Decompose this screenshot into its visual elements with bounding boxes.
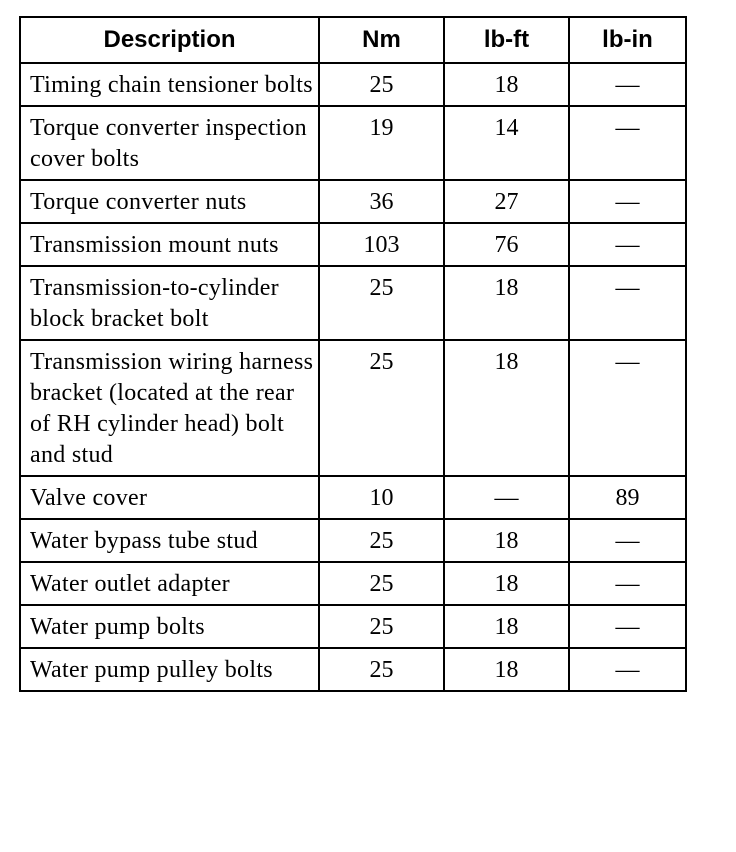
table-row: [20, 340, 686, 476]
row-lb-ft: 18: [444, 340, 569, 476]
torque-spec-table: [19, 16, 687, 692]
table-row: [20, 63, 686, 106]
table-row: [20, 519, 686, 562]
row-description: Transmission-to-cylinder block bracket bolt: [20, 266, 319, 340]
row-description: Timing chain tensioner bolts: [20, 63, 319, 106]
row-description: Water outlet adapter: [20, 562, 319, 605]
row-lb-ft: 18: [444, 519, 569, 562]
row-lb-in: —: [569, 562, 686, 605]
table-row: [20, 266, 686, 340]
row-lb-ft: 18: [444, 648, 569, 691]
row-lb-ft: 14: [444, 106, 569, 180]
row-lb-in: —: [569, 63, 686, 106]
row-description: Water pump bolts: [20, 605, 319, 648]
table-header-row: [20, 17, 686, 63]
row-lb-in: —: [569, 519, 686, 562]
row-lb-in: —: [569, 266, 686, 340]
row-lb-ft: 76: [444, 223, 569, 266]
row-lb-ft: 27: [444, 180, 569, 223]
row-nm: 25: [319, 340, 444, 476]
row-nm: 36: [319, 180, 444, 223]
row-nm: 25: [319, 605, 444, 648]
table-row: [20, 180, 686, 223]
row-nm: 10: [319, 476, 444, 519]
row-lb-in: —: [569, 648, 686, 691]
table-row: [20, 106, 686, 180]
header-lb-ft: lb-ft: [444, 17, 569, 63]
row-description: Valve cover: [20, 476, 319, 519]
row-nm: 25: [319, 266, 444, 340]
row-description: Water pump pulley bolts: [20, 648, 319, 691]
row-description: Torque converter nuts: [20, 180, 319, 223]
table-row: [20, 223, 686, 266]
row-nm: 19: [319, 106, 444, 180]
row-nm: 25: [319, 519, 444, 562]
table-row: [20, 562, 686, 605]
row-lb-ft: 18: [444, 605, 569, 648]
header-description: Description: [20, 17, 319, 63]
row-description: Torque converter inspection cover bolts: [20, 106, 319, 180]
row-lb-ft: 18: [444, 63, 569, 106]
table-row: [20, 648, 686, 691]
table-row: [20, 476, 686, 519]
row-nm: 103: [319, 223, 444, 266]
row-nm: 25: [319, 648, 444, 691]
row-description: Transmission wiring harness bracket (located at the rear of RH cylinder head) bolt and stud: [20, 340, 319, 476]
row-description: Water bypass tube stud: [20, 519, 319, 562]
row-lb-ft: 18: [444, 266, 569, 340]
row-lb-ft: —: [444, 476, 569, 519]
row-nm: 25: [319, 562, 444, 605]
row-lb-in: —: [569, 223, 686, 266]
row-lb-in: —: [569, 106, 686, 180]
row-lb-in: 89: [569, 476, 686, 519]
row-nm: 25: [319, 63, 444, 106]
table-row: [20, 605, 686, 648]
header-nm: Nm: [319, 17, 444, 63]
row-lb-in: —: [569, 340, 686, 476]
row-lb-in: —: [569, 180, 686, 223]
row-description: Transmission mount nuts: [20, 223, 319, 266]
row-lb-ft: 18: [444, 562, 569, 605]
header-lb-in: lb-in: [569, 17, 686, 63]
row-lb-in: —: [569, 605, 686, 648]
